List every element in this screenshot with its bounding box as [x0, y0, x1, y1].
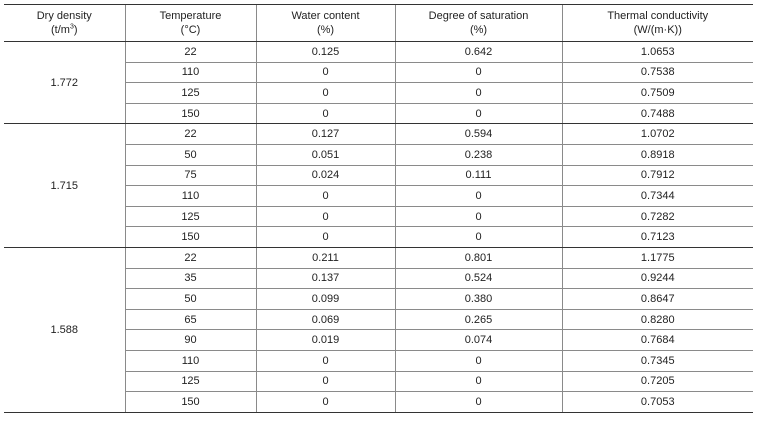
temperature-cell: 90 — [125, 330, 256, 351]
temperature-cell: 125 — [125, 83, 256, 104]
thermal-conductivity-cell: 0.7509 — [562, 83, 753, 104]
header-water-content-label: Water content — [291, 10, 360, 22]
temperature-cell: 150 — [125, 392, 256, 413]
header-temperature-label: Temperature — [159, 10, 222, 22]
thermal-conductivity-cell: 0.7684 — [562, 330, 753, 351]
water-content-cell: 0.051 — [256, 144, 395, 165]
header-degree-of-saturation-unit: (%) — [469, 24, 488, 36]
temperature-cell: 110 — [125, 350, 256, 371]
thermal-conductivity-cell: 0.7053 — [562, 392, 753, 413]
temperature-cell: 50 — [125, 144, 256, 165]
temperature-cell: 110 — [125, 186, 256, 207]
table-row — [4, 42, 753, 63]
water-content-cell: 0.019 — [256, 330, 395, 351]
header-row — [4, 5, 753, 42]
temperature-cell: 22 — [125, 124, 256, 145]
water-content-cell: 0 — [256, 83, 395, 104]
degree-of-saturation-cell: 0 — [395, 83, 562, 104]
temperature-cell: 35 — [125, 268, 256, 289]
degree-of-saturation-cell: 0 — [395, 206, 562, 227]
temperature-cell: 75 — [125, 165, 256, 186]
degree-of-saturation-cell: 0.594 — [395, 124, 562, 145]
thermal-conductivity-cell: 0.8918 — [562, 144, 753, 165]
temperature-cell: 110 — [125, 62, 256, 83]
header-dry-density — [4, 5, 125, 42]
temperature-cell: 150 — [125, 103, 256, 124]
degree-of-saturation-cell: 0 — [395, 371, 562, 392]
water-content-cell: 0 — [256, 392, 395, 413]
temperature-cell: 22 — [125, 247, 256, 268]
temperature-cell: 50 — [125, 289, 256, 310]
degree-of-saturation-cell: 0.801 — [395, 247, 562, 268]
dry-density-cell: 1.715 — [4, 124, 125, 248]
water-content-cell: 0.024 — [256, 165, 395, 186]
degree-of-saturation-cell: 0.265 — [395, 309, 562, 330]
water-content-cell: 0.211 — [256, 247, 395, 268]
water-content-cell: 0.137 — [256, 268, 395, 289]
degree-of-saturation-cell: 0 — [395, 227, 562, 248]
temperature-cell: 125 — [125, 206, 256, 227]
degree-of-saturation-cell: 0 — [395, 62, 562, 83]
header-dry-density-unit-close: ) — [73, 24, 78, 36]
degree-of-saturation-cell: 0.074 — [395, 330, 562, 351]
table-body — [4, 42, 753, 413]
thermal-conductivity-cell: 0.9244 — [562, 268, 753, 289]
water-content-cell: 0 — [256, 206, 395, 227]
table-row — [4, 124, 753, 145]
header-degree-of-saturation — [395, 5, 562, 42]
header-dry-density-label: Dry density — [36, 10, 92, 22]
header-thermal-conductivity — [562, 5, 753, 42]
thermal-conductivity-cell: 0.7488 — [562, 103, 753, 124]
water-content-cell: 0 — [256, 350, 395, 371]
water-content-cell: 0 — [256, 227, 395, 248]
data-table-container — [4, 4, 753, 413]
degree-of-saturation-cell: 0 — [395, 392, 562, 413]
thermal-conductivity-cell: 0.8647 — [562, 289, 753, 310]
degree-of-saturation-cell: 0.642 — [395, 42, 562, 63]
water-content-cell: 0.125 — [256, 42, 395, 63]
temperature-cell: 125 — [125, 371, 256, 392]
degree-of-saturation-cell: 0.111 — [395, 165, 562, 186]
temperature-cell: 22 — [125, 42, 256, 63]
water-content-cell: 0 — [256, 186, 395, 207]
water-content-cell: 0 — [256, 103, 395, 124]
degree-of-saturation-cell: 0 — [395, 350, 562, 371]
temperature-cell: 65 — [125, 309, 256, 330]
degree-of-saturation-cell: 0.380 — [395, 289, 562, 310]
water-content-cell: 0.099 — [256, 289, 395, 310]
thermal-conductivity-cell: 0.7205 — [562, 371, 753, 392]
table-row — [4, 247, 753, 268]
water-content-cell: 0.069 — [256, 309, 395, 330]
header-dry-density-unit: (t/m — [50, 24, 70, 36]
thermal-conductivity-cell: 0.7344 — [562, 186, 753, 207]
temperature-cell: 150 — [125, 227, 256, 248]
thermal-conductivity-cell: 0.8280 — [562, 309, 753, 330]
thermal-conductivity-cell: 0.7912 — [562, 165, 753, 186]
header-thermal-conductivity-unit: (W/(m·K)) — [633, 24, 682, 36]
header-thermal-conductivity-label: Thermal conductivity — [607, 10, 709, 22]
dry-density-cell: 1.772 — [4, 42, 125, 124]
thermal-conductivity-cell: 0.7282 — [562, 206, 753, 227]
thermal-conductivity-cell: 1.1775 — [562, 247, 753, 268]
header-temperature-unit: (°C) — [180, 24, 201, 36]
header-dry-density-unit-exponent: 3 — [69, 23, 74, 31]
degree-of-saturation-cell: 0.524 — [395, 268, 562, 289]
thermal-conductivity-cell: 0.7123 — [562, 227, 753, 248]
dry-density-cell: 1.588 — [4, 247, 125, 412]
degree-of-saturation-cell: 0.238 — [395, 144, 562, 165]
thermal-conductivity-cell: 1.0653 — [562, 42, 753, 63]
water-content-cell: 0 — [256, 371, 395, 392]
degree-of-saturation-cell: 0 — [395, 186, 562, 207]
header-water-content — [256, 5, 395, 42]
water-content-cell: 0 — [256, 62, 395, 83]
water-content-cell: 0.127 — [256, 124, 395, 145]
thermal-conductivity-cell: 1.0702 — [562, 124, 753, 145]
thermal-conductivity-cell: 0.7538 — [562, 62, 753, 83]
header-temperature — [125, 5, 256, 42]
thermal-conductivity-table — [4, 4, 753, 413]
header-degree-of-saturation-label: Degree of saturation — [428, 10, 529, 22]
thermal-conductivity-cell: 0.7345 — [562, 350, 753, 371]
degree-of-saturation-cell: 0 — [395, 103, 562, 124]
header-water-content-unit: (%) — [316, 24, 335, 36]
